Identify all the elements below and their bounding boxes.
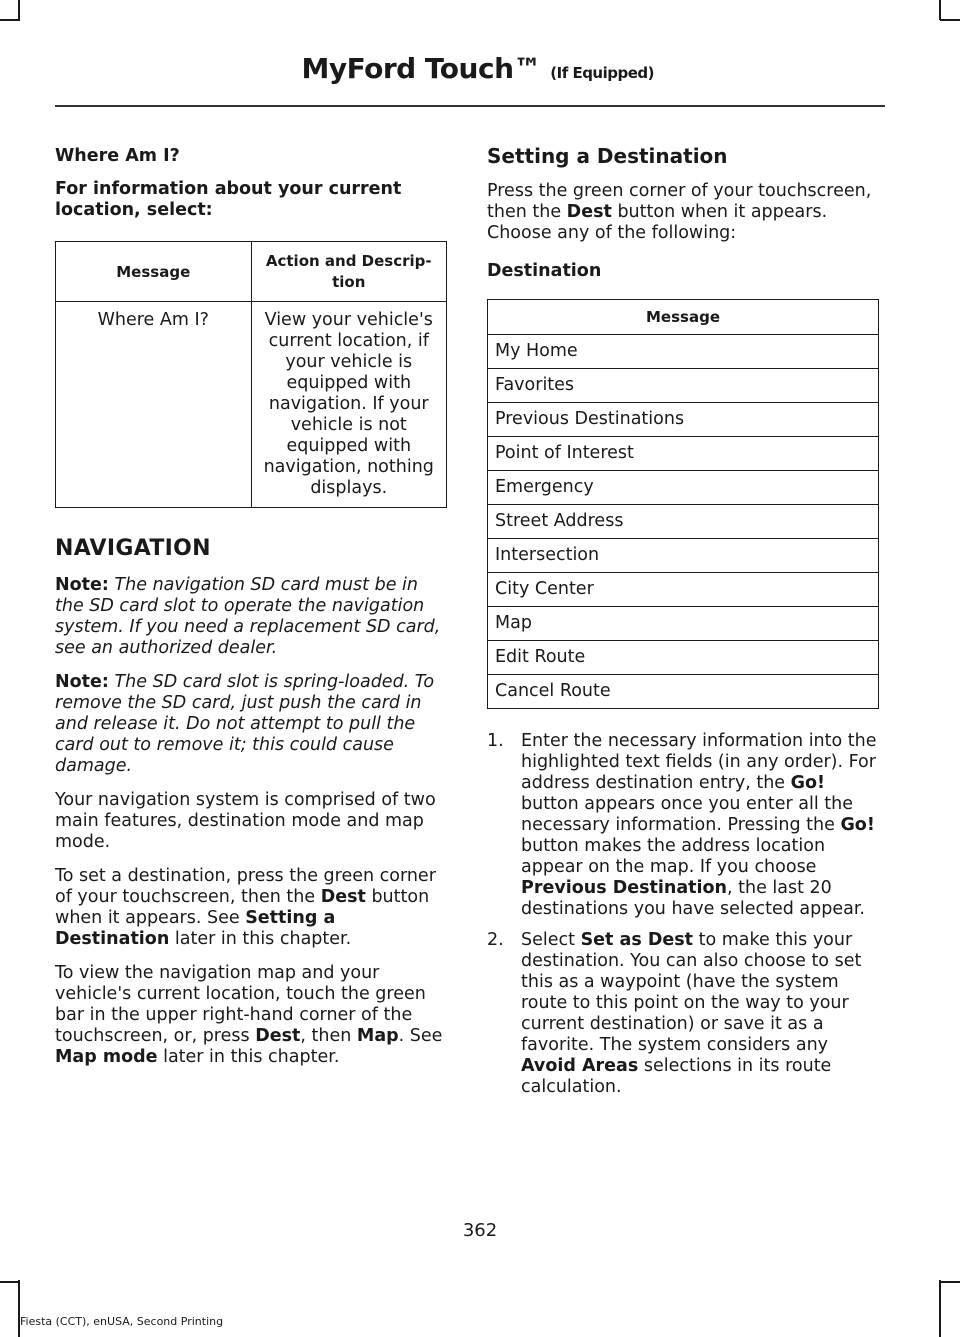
- crop-mark: [940, 19, 960, 21]
- destination-table: [487, 299, 879, 709]
- table-header-message: Message: [488, 300, 879, 335]
- crop-mark: [939, 0, 941, 20]
- table-row: [56, 302, 447, 508]
- crop-mark: [18, 1280, 20, 1337]
- table-cell-action: View your vehicle's current location, if your vehicle is equipped with navigation. If your vehicle is not equipped with navigation, nothing displays.: [251, 302, 447, 508]
- where-am-i-heading: Where Am I?: [55, 146, 180, 166]
- section-reference: Setting a Destination: [55, 908, 336, 949]
- table-row: [488, 505, 879, 539]
- crop-mark: [0, 1281, 20, 1283]
- dest-button-ref: Dest: [320, 887, 366, 907]
- table-row: [488, 641, 879, 675]
- dest-button-ref: Dest: [255, 1026, 301, 1046]
- destination-label: Destination: [487, 261, 602, 281]
- table-cell: City Center: [488, 573, 879, 607]
- note-text: The SD card slot is spring-loaded. To remove the SD card, just push the card in and release it. Do not attempt to pull the card out to remove it; this could cause damage.: [55, 672, 435, 776]
- table-cell: Edit Route: [488, 641, 879, 675]
- text-span: to make this your destination. You can also choose to set this as a waypoint (have the system route to this point on the way to your current destination) or save it as a favorite. The system considers any: [521, 930, 862, 1055]
- table-header-action: Action and Descrip-tion: [251, 242, 447, 302]
- intro-paragraph: [487, 181, 879, 244]
- list-item: [487, 731, 879, 920]
- table-cell: My Home: [488, 335, 879, 369]
- where-am-i-intro: For information about your current location, select:: [55, 179, 402, 220]
- body-paragraph: [55, 963, 447, 1068]
- previous-destination-ref: Previous Destination: [521, 878, 728, 898]
- text-span: button appears once you enter all the necessary information. Pressing the: [521, 794, 854, 835]
- table-row: [488, 369, 879, 403]
- table-cell: Previous Destinations: [488, 403, 879, 437]
- step-number: 2.: [487, 930, 504, 950]
- page-header: [301, 52, 654, 85]
- header-title: MyFord Touch™: [301, 52, 542, 85]
- text-span: , the last 20 destinations you have selected appear.: [521, 878, 865, 919]
- table-cell: Map: [488, 607, 879, 641]
- set-as-dest-ref: Set as Dest: [580, 930, 694, 950]
- text-span: , then: [300, 1026, 352, 1046]
- text-span: button when it appears. See: [55, 887, 430, 928]
- table-cell: Favorites: [488, 369, 879, 403]
- table-row: [488, 403, 879, 437]
- table-header-message: Message: [56, 242, 252, 302]
- text-span: Select: [521, 930, 575, 950]
- go-button-ref: Go!: [840, 815, 875, 835]
- left-column: [55, 146, 447, 1081]
- crop-mark: [939, 1280, 941, 1337]
- step-number: 1.: [487, 731, 504, 751]
- text-span: button makes the address location appear on the map. If you choose: [521, 836, 826, 877]
- table-row: [488, 573, 879, 607]
- text-span: selections in its route calculation.: [521, 1056, 832, 1097]
- text-span: Press the green corner of your touchscreen, then the: [487, 181, 872, 222]
- table-row: [488, 471, 879, 505]
- text-span: later in this chapter.: [174, 929, 352, 949]
- crop-mark: [18, 0, 20, 20]
- body-paragraph: Your navigation system is comprised of two main features, destination mode and map mode.: [55, 790, 436, 852]
- table-cell: Point of Interest: [488, 437, 879, 471]
- table-row: [488, 335, 879, 369]
- navigation-heading: NAVIGATION: [55, 536, 211, 561]
- table-cell: Intersection: [488, 539, 879, 573]
- list-item: [487, 930, 879, 1098]
- text-span: . See: [398, 1026, 443, 1046]
- page-footer: Fiesta (CCT), enUSA, Second Printing: [20, 1315, 224, 1328]
- steps-list: [487, 731, 879, 1098]
- table-row: [488, 675, 879, 709]
- note-paragraph: [55, 672, 447, 777]
- text-span: later in this chapter.: [163, 1047, 340, 1067]
- table-row: [488, 437, 879, 471]
- avoid-areas-ref: Avoid Areas: [521, 1056, 639, 1076]
- note-paragraph: [55, 575, 447, 659]
- table-row: [488, 539, 879, 573]
- table-header-row: [488, 300, 879, 335]
- right-column: [487, 146, 879, 1108]
- setting-destination-heading: Setting a Destination: [487, 144, 728, 168]
- body-paragraph: [55, 866, 447, 950]
- dest-button-ref: Dest: [566, 202, 612, 222]
- note-text: The navigation SD card must be in the SD card slot to operate the navigation system. If you need a replacement SD card, see an authorized dealer.: [55, 575, 441, 658]
- where-am-i-table: [55, 241, 447, 508]
- section-reference: Map mode: [55, 1047, 158, 1067]
- page-number: 362: [462, 1220, 498, 1241]
- header-rule: [55, 105, 885, 107]
- text-span: To set a destination, press the green corner of your touchscreen, then the: [55, 866, 436, 907]
- text-span: button when it appears. Choose any of the following:: [487, 202, 828, 243]
- text-span: Enter the necessary information into the highlighted text fields (in any order). For address destination entry, the: [521, 731, 877, 793]
- crop-mark: [0, 19, 20, 21]
- table-cell: Emergency: [488, 471, 879, 505]
- map-button-ref: Map: [356, 1026, 399, 1046]
- note-label: Note:: [55, 575, 109, 595]
- table-header-row: [56, 242, 447, 302]
- table-cell: Street Address: [488, 505, 879, 539]
- table-row: [488, 607, 879, 641]
- text-span: To view the navigation map and your vehicle's current location, touch the green bar in the upper right-hand corner of the touchscreen, or, press: [55, 963, 426, 1046]
- crop-mark: [940, 1281, 960, 1283]
- header-subtitle: (If Equipped): [550, 64, 654, 82]
- table-cell: Cancel Route: [488, 675, 879, 709]
- go-button-ref: Go!: [790, 773, 825, 793]
- note-label: Note:: [55, 672, 109, 692]
- table-cell-message: Where Am I?: [56, 302, 252, 508]
